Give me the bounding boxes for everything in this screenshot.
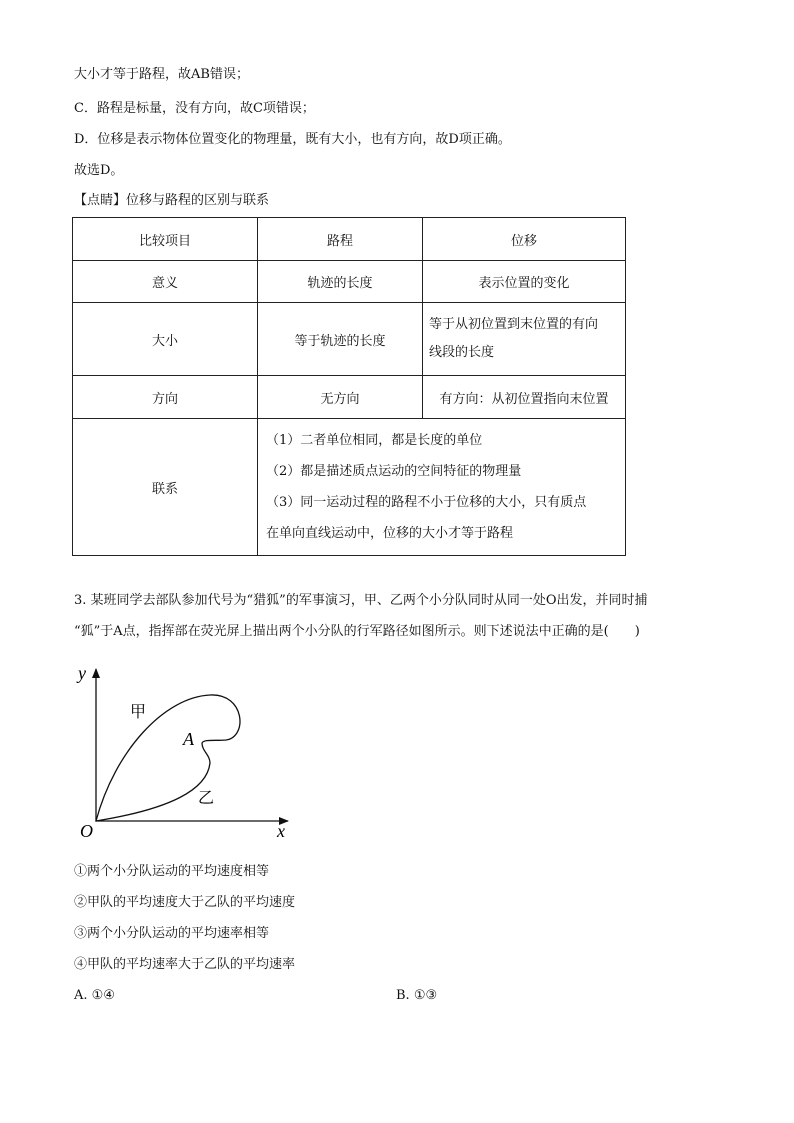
row-path-cell: 等于轨迹的长度 — [258, 303, 423, 376]
cell-line: 等于从初位置到末位置的有向 — [429, 317, 599, 332]
row-path-cell: 无方向 — [258, 376, 423, 419]
answer-line-1: 大小才等于路程，故AB错误； — [74, 67, 249, 82]
table-row — [73, 261, 626, 303]
row-displacement-cell — [423, 303, 626, 376]
cell-line: 线段的长度 — [429, 345, 495, 360]
tip-title: 【点睛】位移与路程的区别与联系 — [74, 193, 270, 208]
x-label: x — [277, 821, 285, 841]
path-yi-label: 乙 — [198, 788, 215, 807]
statement-3: ③两个小分队运动的平均速率相等 — [74, 926, 270, 941]
row-path-cell: 轨迹的长度 — [258, 261, 423, 303]
question-line-1: 3. 某班同学去部队参加代号为“猎狐”的军事演习，甲、乙两个小分队同时从同一处O出发，并同时捕 — [74, 593, 648, 608]
origin-label: O — [80, 821, 93, 841]
path-jia-label: 甲 — [130, 702, 147, 721]
row-displacement-cell: 表示位置的变化 — [423, 261, 626, 303]
y-label: y — [78, 663, 86, 683]
table-row — [73, 376, 626, 419]
row-label: 意义 — [73, 261, 258, 303]
option-a[interactable]: A. ①④ — [74, 988, 115, 1003]
answer-line-2: C．路程是标量，没有方向，故C项错误； — [74, 101, 315, 116]
relation-item: （1）二者单位相同，都是长度的单位 — [266, 433, 483, 448]
trajectory-figure — [70, 655, 300, 845]
trajectory-paths — [96, 695, 240, 821]
answer-line-4: 故选D。 — [74, 163, 124, 178]
statement-4: ④甲队的平均速率大于乙队的平均速率 — [74, 957, 296, 972]
relation-item: 在单向直线运动中，位移的大小才等于路程 — [266, 526, 514, 541]
table-row — [73, 419, 626, 556]
header-cell: 路程 — [258, 218, 423, 261]
relation-item: （3）同一运动过程的路程不小于位移的大小，只有质点 — [266, 495, 587, 510]
row-label: 联系 — [73, 419, 258, 556]
relation-item: （2）都是描述质点运动的空间特征的物理量 — [266, 464, 522, 479]
header-cell: 比较项目 — [73, 218, 258, 261]
table-row — [73, 303, 626, 376]
comparison-table — [72, 217, 626, 556]
row-label: 大小 — [73, 303, 258, 376]
relation-cell — [258, 419, 626, 556]
statement-1: ①两个小分队运动的平均速度相等 — [74, 864, 270, 879]
point-a-label: A — [183, 729, 194, 749]
row-label: 方向 — [73, 376, 258, 419]
question-line-2: “狐”于A点，指挥部在荧光屏上描出两个小分队的行军路径如图所示。则下述说法中正确的是( ) — [74, 624, 640, 639]
row-displacement-cell: 有方向：从初位置指向末位置 — [423, 376, 626, 419]
header-cell: 位移 — [423, 218, 626, 261]
statement-2: ②甲队的平均速度大于乙队的平均速度 — [74, 895, 296, 910]
option-b[interactable]: B. ①③ — [396, 988, 438, 1003]
table-header-row — [73, 218, 626, 261]
answer-line-3: D．位移是表示物体位置变化的物理量，既有大小，也有方向，故D项正确。 — [74, 132, 511, 147]
